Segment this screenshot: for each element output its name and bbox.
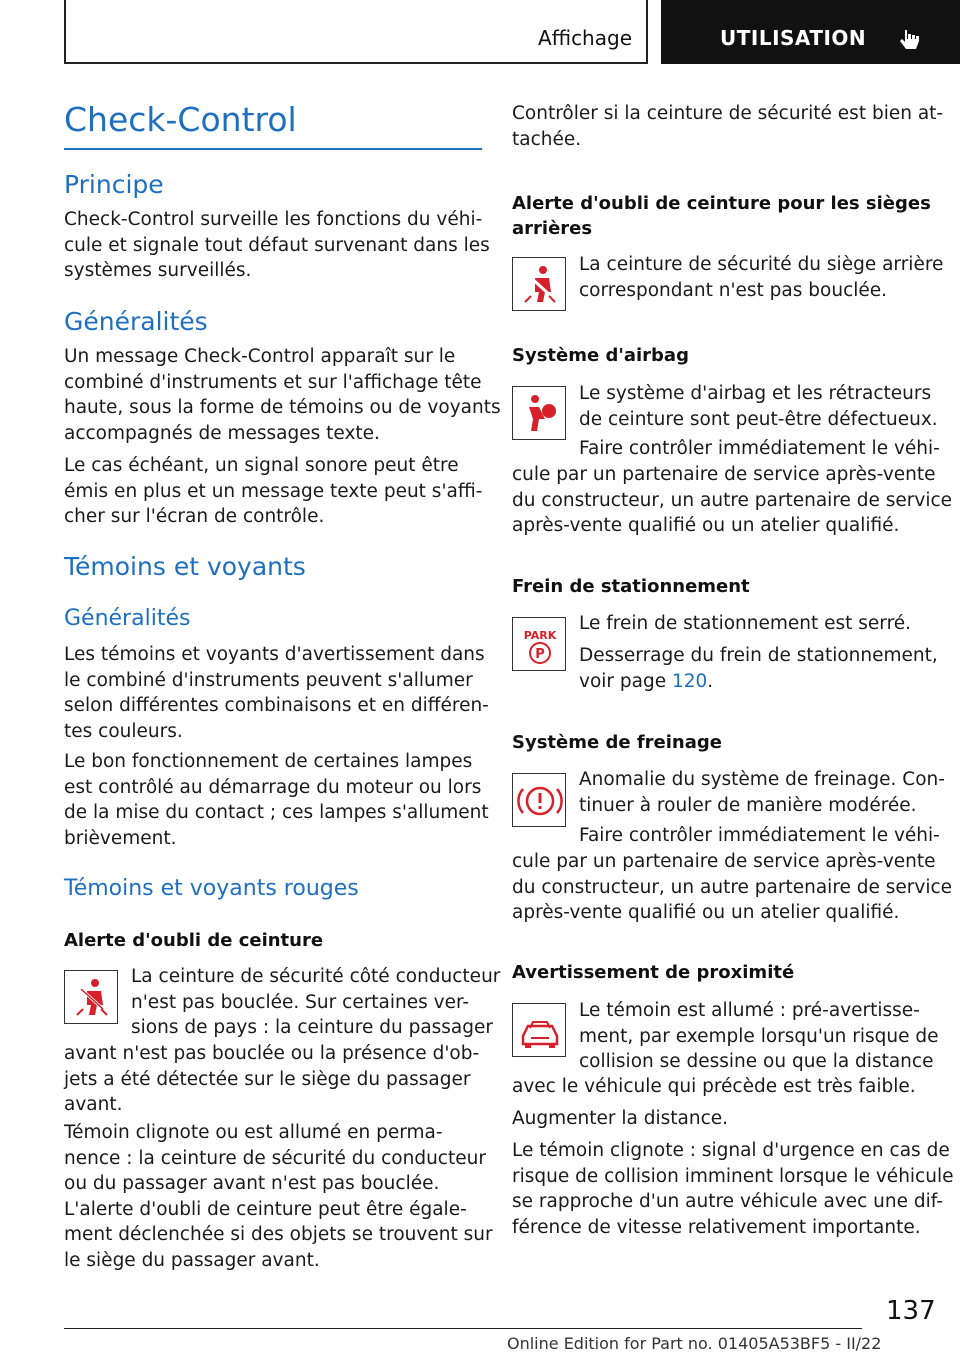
page-number: 137 [886,1296,936,1326]
parking-brake-icon [512,617,566,671]
header-chapter: UTILISATION [720,26,867,50]
proximite-text-wrap: Le témoin est allumé : pré-avertisse- ment, par exemple lorsqu'un risque de collision se dessine ou que la distance [579,1000,939,1072]
proximite-text-cont: avec le véhicule qui précède est très faible. [512,1076,916,1097]
ceinture-text-wrap: La ceinture de sécurité côté conducteur n'est pas bouclée. Sur certaines ver- sions de pays : la ceinture du passager [131,966,501,1038]
header-section: Affichage [538,26,632,50]
brake-warning-icon [512,773,566,827]
rear-seatbelt-icon [512,257,566,311]
airbag-icon [512,386,566,440]
airbag-p2-cont: cule par un partenaire de service après-vente du constructeur, un autre partenaire de service après-vente qualifié ou un atelier qualifié. [512,464,953,536]
ceinture-p2: Témoin clignote ou est allumé en perma- nence : la ceinture de sécurité du conducteur ou du passager avant n'est pas bouclée. L'alerte d'oubli de ceinture peut être égale- ment déclenchée si des objets se trouvent sur le siège du passager avant. [64,1122,493,1271]
proximite-p2: Augmenter la distance. [512,1108,729,1129]
heading-generalites: Généralités [64,307,208,336]
freinage-p2-cont: cule par un partenaire de service après-vente du constructeur, un autre partenaire de service après-vente qualifié ou un atelier qualifié. [512,851,953,923]
proximite-p3: Le témoin clignote : signal d'urgence en cas de risque de collision imminent lorsque le véhicule se rapproche d'un autre véhicule avec une dif- férence de vitesse relativement importante. [512,1140,954,1238]
temoins-p1: Les témoins et voyants d'avertissement dans le combiné d'instruments peuvent s'allumer selon différentes combinaisons et en différen- tes couleurs. [64,644,489,742]
seatbelt-icon [64,970,118,1024]
airbag-text: Le système d'airbag et les rétracteurs de ceinture sont peut-être défectueux. [579,383,938,430]
heading-principe: Principe [64,170,164,199]
temoins-p2: Le bon fonctionnement de certaines lampes est contrôlé au démarrage du moteur ou lors de la mise du contact ; ces lampes s'allument brièvement. [64,751,489,849]
header-section-box [64,0,648,64]
ceinture-p3: Contrôler si la ceinture de sécurité est bien at- tachée. [512,103,944,150]
frein-line3: voir page 120. [579,671,714,692]
frein-line1: Le frein de stationnement est serré. [579,613,912,634]
heading-freinage: Système de freinage [512,732,722,753]
heading-rouges: Témoins et voyants rouges [64,876,359,901]
generalites-p2: Le cas échéant, un signal sonore peut être émis en plus et un message texte peut s'affi- cher sur l'écran de contrôle. [64,455,483,527]
footer-divider [64,1328,862,1329]
heading-arrieres: Alerte d'oubli de ceinture pour les sièges arrières [512,193,931,239]
heading-airbag: Système d'airbag [512,345,689,366]
heading-ceinture: Alerte d'oubli de ceinture [64,930,324,951]
ceinture-text-cont: avant n'est pas bouclée ou la présence d'ob- jets a été détectée sur le siège du passager avant. [64,1043,480,1115]
park-letter: P [535,647,545,662]
footer-edition: Online Edition for Part no. 01405A53BF5 - II/22 [507,1334,882,1353]
header-chapter-box[interactable] [661,0,960,64]
heading-proximite: Avertissement de proximité [512,962,795,983]
freinage-p2-first: Faire contrôler immédiatement le véhi- [579,825,940,846]
principe-text: Check-Control surveille les fonctions du véhi- cule et signale tout défaut survenant dans les systèmes surveillés. [64,209,490,281]
airbag-p2-first: Faire contrôler immédiatement le véhi- [579,438,940,459]
hand-pointer-icon [897,27,923,53]
collision-warning-icon [512,1003,566,1057]
heading-temoins-generalites: Généralités [64,606,191,631]
title-divider [64,148,482,150]
page-link-120[interactable]: 120 [671,671,708,692]
arrieres-text: La ceinture de sécurité du siège arrière correspondant n'est pas bouclée. [579,254,944,301]
heading-frein: Frein de stationnement [512,576,750,597]
freinage-text: Anomalie du système de freinage. Con- tinuer à rouler de manière modérée. [579,769,945,816]
heading-temoins: Témoins et voyants [64,552,306,581]
page-title: Check-Control [64,100,297,139]
frein-line2: Desserrage du frein de stationnement, [579,645,938,666]
park-text: PARK [523,629,557,642]
generalites-p1: Un message Check-Control apparaît sur le combiné d'instruments et sur l'affichage tête haute, sous la forme de témoins ou de voyants accompagnés de messages texte. [64,346,501,444]
